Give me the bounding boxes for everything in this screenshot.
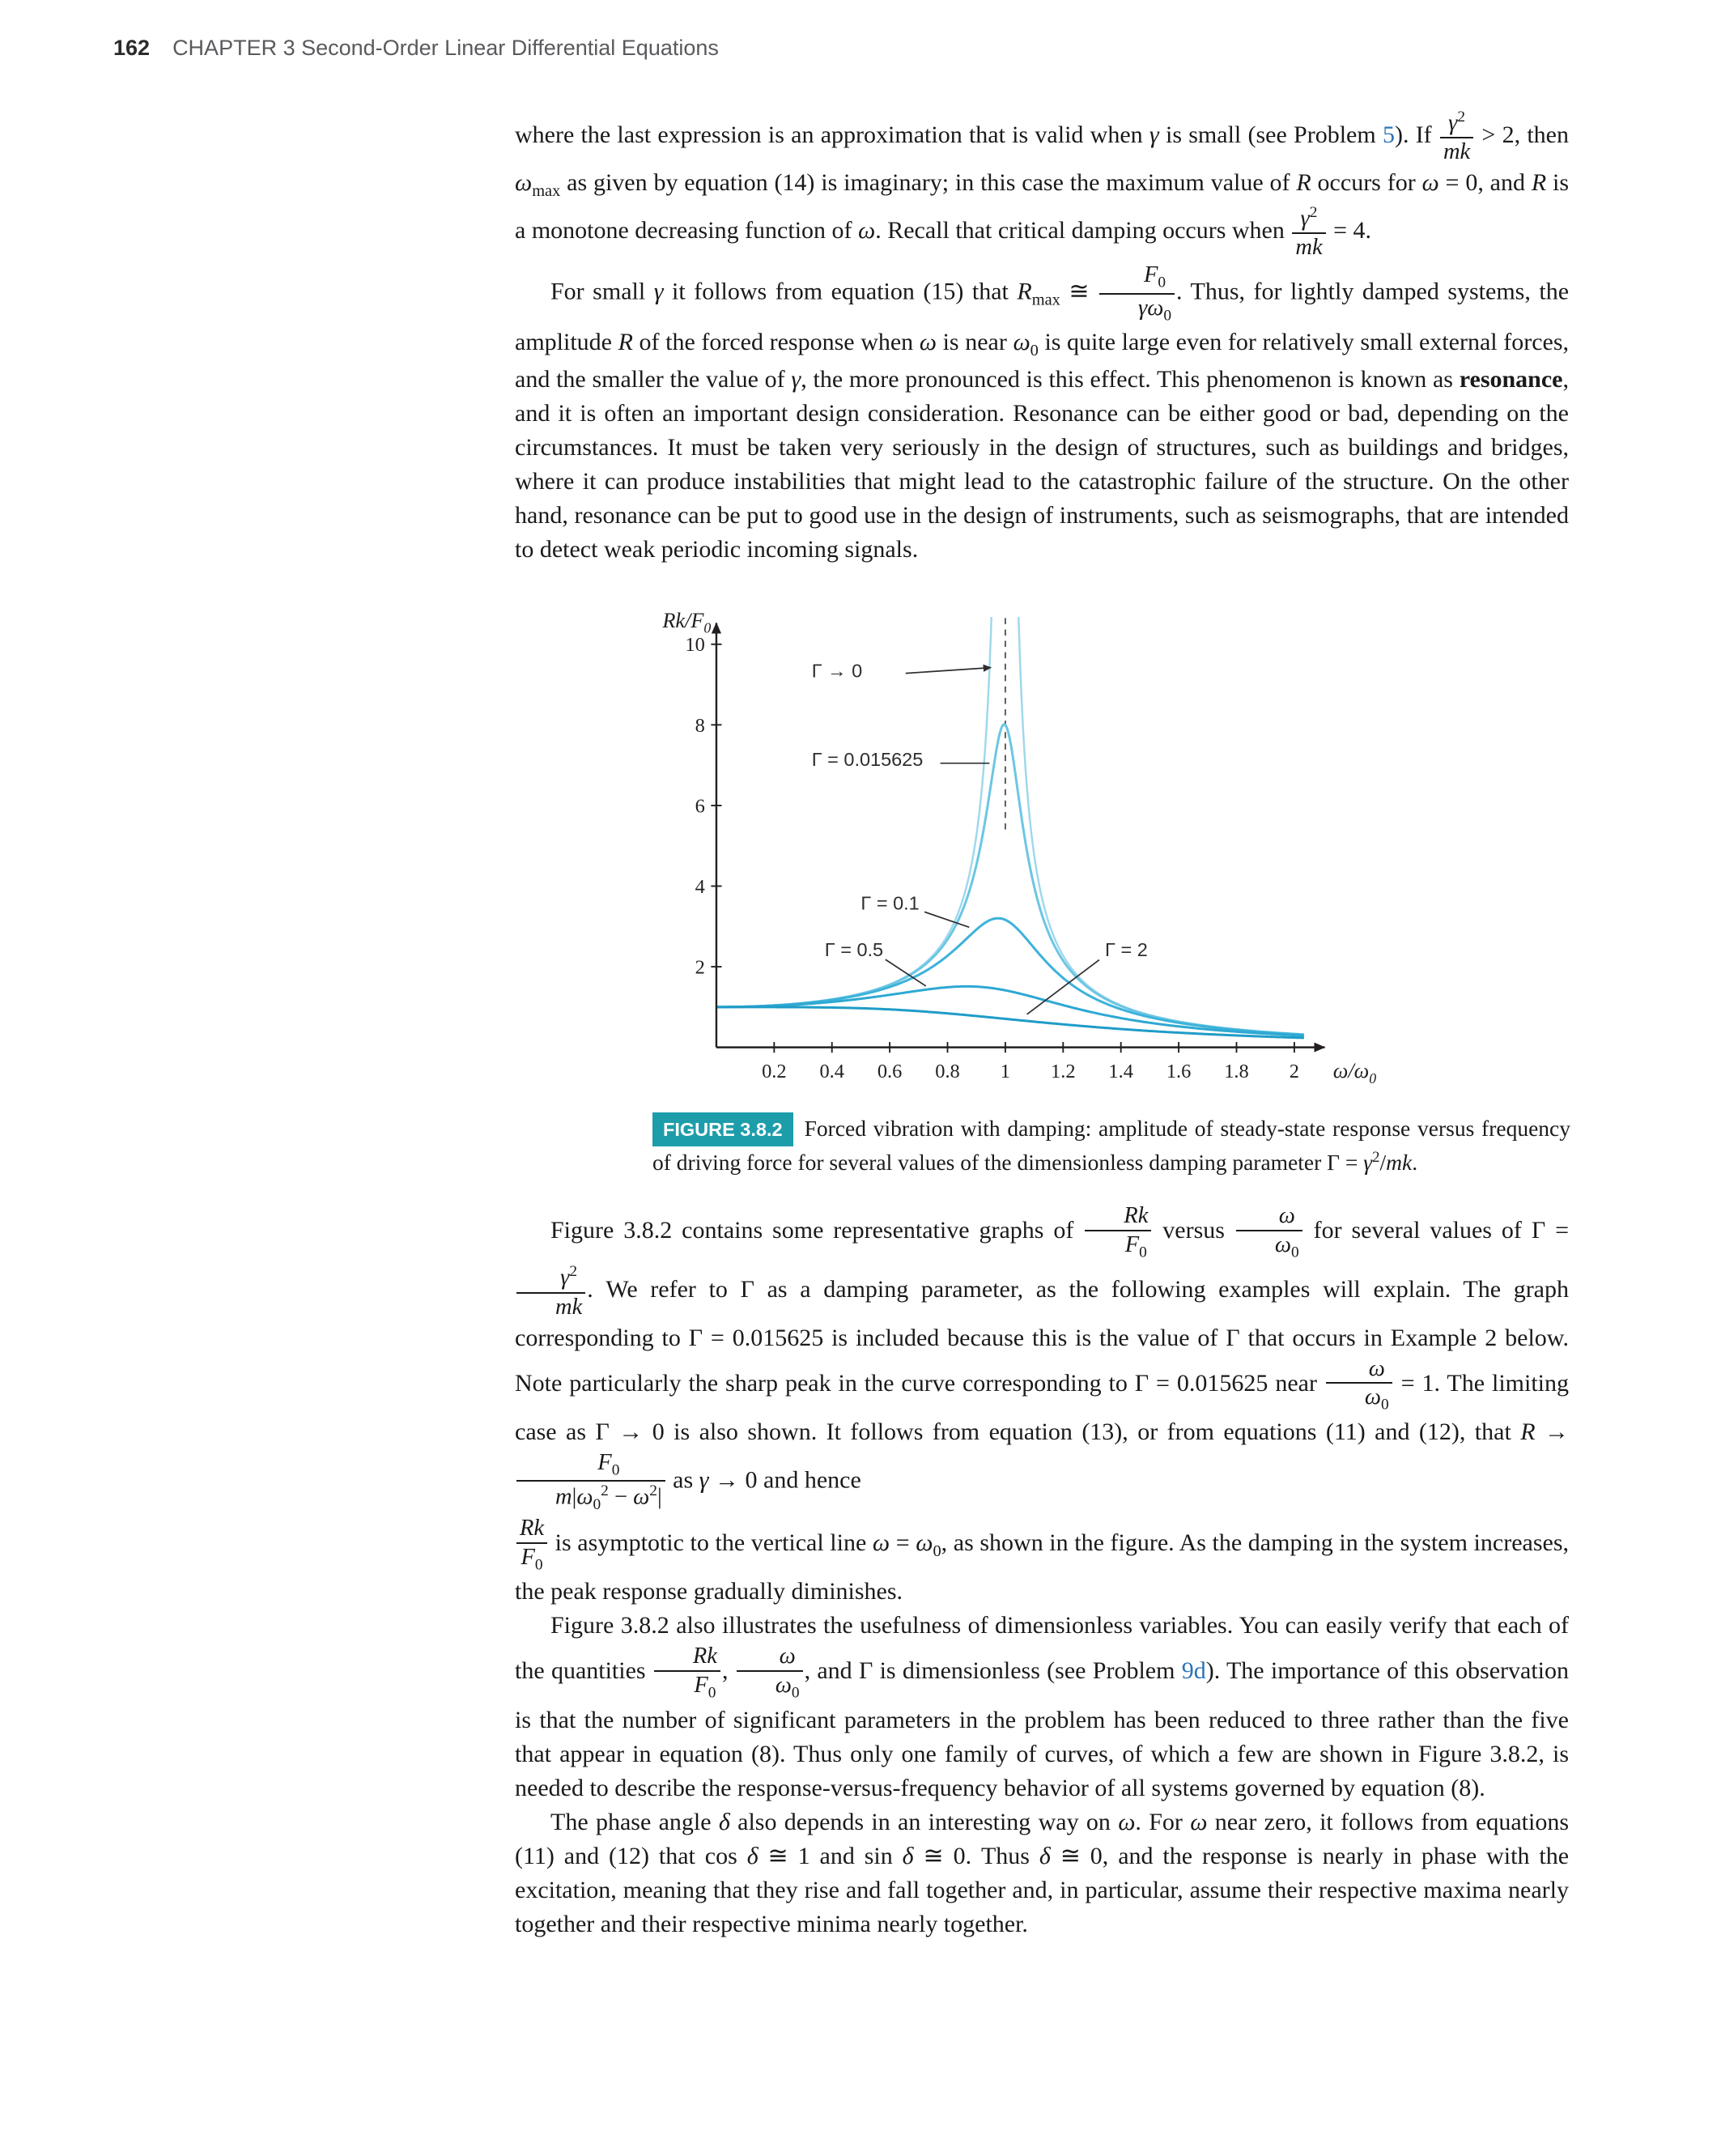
body-column: [515, 108, 1569, 1941]
svg-text:1.8: 1.8: [1224, 1060, 1249, 1082]
svg-text:0.2: 0.2: [762, 1060, 787, 1082]
figure-chart: [636, 591, 1397, 1093]
svg-text:Γ = 0.5: Γ = 0.5: [824, 938, 884, 960]
svg-text:8: 8: [695, 714, 705, 737]
svg-text:1.4: 1.4: [1108, 1060, 1133, 1082]
paragraph-3: Figure 3.8.2 contains some representative graphs of $\frac{Rk}{F_0}$ versus $\frac{\omega}{\omega_0}$ for several values of Γ = $\frac{\gamma^2}{mk}$ . We refer to Γ as a damping parameter, as the following examples will explain. The graph corresponding to Γ = 0.015625 is included because this is the value of Γ that occurs in Example 2 below. Note particularly the sharp peak in the curve corresponding to Γ = 0.015625 near $\frac{\omega}{\omega_0}$ = 1. The limiting case as Γ → 0 is also shown. It follows from equation (13), or from equations (11) and (12), that R → $\frac{F_0}{m|\omega_0^2 - \omega^2|}$ as γ → 0 and hence: [515, 1202, 1569, 1514]
svg-text:Rk/F0: $Rk/F_0$: [662, 608, 712, 636]
svg-text:1: 1: [1000, 1060, 1011, 1082]
svg-text:2: 2: [695, 956, 705, 979]
svg-text:0.6: 0.6: [877, 1060, 903, 1082]
svg-text:1.2: 1.2: [1051, 1060, 1076, 1082]
page-header: [113, 36, 1611, 61]
paragraph-5: Figure 3.8.2 also illustrates the usefulness of dimensionless variables. You can easily verify that each of the quantities $\frac{Rk}{F_0}$ , $\frac{\omega}{\omega_0}$ , and Γ is dimensionless (see Problem 9d). The importance of this observation is that the number of significant parameters in the problem has been reduced to three rather than the five that appear in equation (8). Thus only one family of curves, of which a few are shown in Figure 3.8.2, is needed to describe the response-versus-frequency behavior of all systems governed by equation (8).: [515, 1612, 1570, 1801]
paragraph-6: The phase angle δ also depends in an interesting way on ω. For ω near zero, it follows from equations (11) and (12) that cos δ ≅ 1 and sin δ ≅ 0. Thus δ ≅ 0, and the response is nearly in phase with the excitation, meaning that they rise and fall together and, in particular, assume their respective maxima nearly together and their respective minima nearly together.: [515, 1808, 1570, 1937]
problem-link[interactable]: 9d: [1181, 1657, 1206, 1685]
problem-link[interactable]: 5: [1382, 121, 1395, 149]
svg-text:0.4: 0.4: [819, 1060, 844, 1082]
figure-3-8-2: [515, 591, 1569, 1178]
svg-text:Γ → 0: Γ → 0: [811, 660, 863, 682]
svg-text:ω/ω0: $\omega/\omega_0$: [1332, 1058, 1377, 1087]
svg-text:10: 10: [685, 633, 705, 656]
paragraph-4: $\frac{Rk}{F_0}$ is asymptotic to the vertical line $\omega = \omega_0$, as shown in the figure. As the damping in the system increases, the peak response gradually diminishes.: [515, 1516, 1569, 1605]
svg-text:Γ = 2: Γ = 2: [1105, 938, 1148, 960]
svg-text:6: 6: [695, 794, 705, 817]
figure-label: FIGURE 3.8.2: [652, 1112, 793, 1146]
svg-text:Γ = 0.1: Γ = 0.1: [860, 891, 920, 913]
figure-caption-block: [652, 1112, 1570, 1178]
svg-text:0.8: 0.8: [935, 1060, 960, 1082]
paragraph-1: where the last expression is an approximation that is valid when γ is small (see Problem 5). If $\frac{\gamma^2}{mk}$ > 2, then $\omega_{max}$ as given by equation (14) is imaginary; in this case the maximum value of R occurs for ω = 0, and R is a monotone decreasing function of ω. Recall that critical damping occurs when $\frac{\gamma^2}{mk}$ = 4.: [515, 108, 1570, 261]
figure-caption-text: Forced vibration with damping: amplitude of steady-state response versus frequency of driving force for several values of the dimensionless damping parameter $\Gamma = \gamma^2/mk$.: [652, 1115, 1570, 1175]
svg-text:4: 4: [695, 875, 705, 898]
svg-text:1.6: 1.6: [1166, 1060, 1192, 1082]
svg-text:Γ = 0.015625: Γ = 0.015625: [811, 748, 924, 770]
paragraph-2: For small γ it follows from equation (15) that $R_{max}$ ≅ $\frac{F_0}{\gamma\omega_0}$ . Thus, for lightly damped systems, the amplitude R of the forced response when ω is near $\omega_0$ is quite large even for relatively small external forces, and the smaller the value of γ, the more pronounced is this effect. This phenomenon is known as resonance, and it is often an important design consideration. Resonance can be either good or bad, depending on the circumstances. It must be taken very seriously in the design of structures, such as buildings and bridges, where it can produce instabilities that might lead to the catastrophic failure of the structure. On the other hand, resonance can be put to good use in the design of instruments, such as seismographs, that are intended to detect weak periodic incoming signals.: [515, 262, 1570, 563]
page-number: 162: [113, 36, 151, 60]
svg-text:2: 2: [1289, 1060, 1299, 1082]
running-head: CHAPTER 3 Second-Order Linear Differential Equations: [172, 36, 719, 60]
